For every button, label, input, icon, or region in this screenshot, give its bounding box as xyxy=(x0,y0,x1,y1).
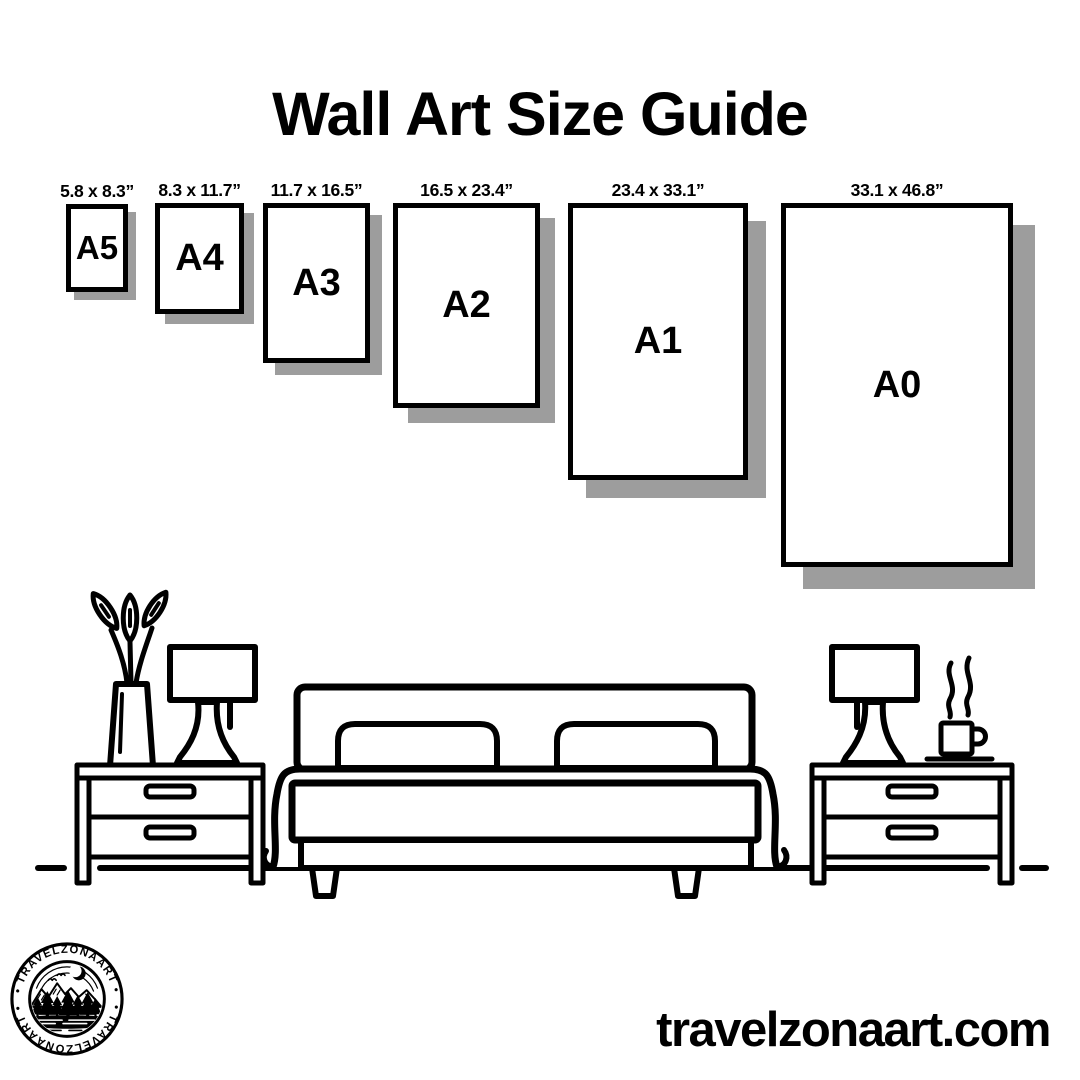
size-frame-a3 xyxy=(263,180,370,363)
frame-size-name: A1 xyxy=(633,320,683,362)
bed-leg-left xyxy=(312,868,337,896)
frame-size-name: A0 xyxy=(872,363,922,406)
size-frame-a0 xyxy=(781,180,1013,567)
frame-dimensions-label: 5.8 x 8.3” xyxy=(60,181,134,201)
size-frame-a4 xyxy=(155,180,244,314)
lamp-shade xyxy=(832,647,917,700)
frame-dimensions-label: 8.3 x 11.7” xyxy=(158,180,241,200)
frame-dimensions-label: 33.1 x 46.8” xyxy=(850,180,944,200)
cup-body xyxy=(941,723,972,754)
website-url: travelzonaart.com xyxy=(656,1003,1050,1057)
mattress xyxy=(292,783,758,840)
pillow-right xyxy=(557,724,715,768)
coffee-cup xyxy=(927,658,992,759)
table-lamp-left xyxy=(170,647,255,763)
size-frame-a5 xyxy=(60,181,134,292)
lamp-shade xyxy=(170,647,255,700)
size-frame-a2 xyxy=(393,180,540,408)
steam xyxy=(949,663,953,717)
frame-dimensions-label: 11.7 x 16.5” xyxy=(270,180,363,200)
bedroom-illustration xyxy=(0,580,1080,910)
brand-logo-badge xyxy=(8,940,126,1058)
logo-arc-text-bottom: • TRAVELZONAART • xyxy=(12,1004,122,1055)
frame-dimensions-label: 23.4 x 33.1” xyxy=(611,180,705,200)
logo-arc-text-top: • TRAVELZONAART • xyxy=(12,943,122,994)
drawer-handle xyxy=(146,786,194,797)
logo-mountain-scene xyxy=(30,965,105,1031)
pillow-left xyxy=(338,724,497,768)
double-bed xyxy=(264,687,787,896)
drawer-handle xyxy=(146,827,194,838)
plant-vase xyxy=(88,589,171,766)
table-lamp-right xyxy=(832,647,917,763)
frame-dimensions-label: 16.5 x 23.4” xyxy=(420,180,513,200)
steam xyxy=(967,658,971,715)
frame-size-name: A3 xyxy=(292,261,341,304)
bird-icon xyxy=(48,979,56,980)
frame-size-name: A5 xyxy=(75,229,119,266)
drawer-handle xyxy=(888,827,936,838)
size-frame-a1 xyxy=(568,180,748,480)
drawer-handle xyxy=(888,786,936,797)
bird-icon xyxy=(57,974,65,975)
bed-leg-right xyxy=(674,868,699,896)
frame-size-name: A4 xyxy=(175,237,224,279)
vase xyxy=(110,684,153,766)
bed-base xyxy=(301,840,751,868)
page-title: Wall Art Size Guide xyxy=(272,79,808,148)
frame-size-name: A2 xyxy=(442,284,491,326)
